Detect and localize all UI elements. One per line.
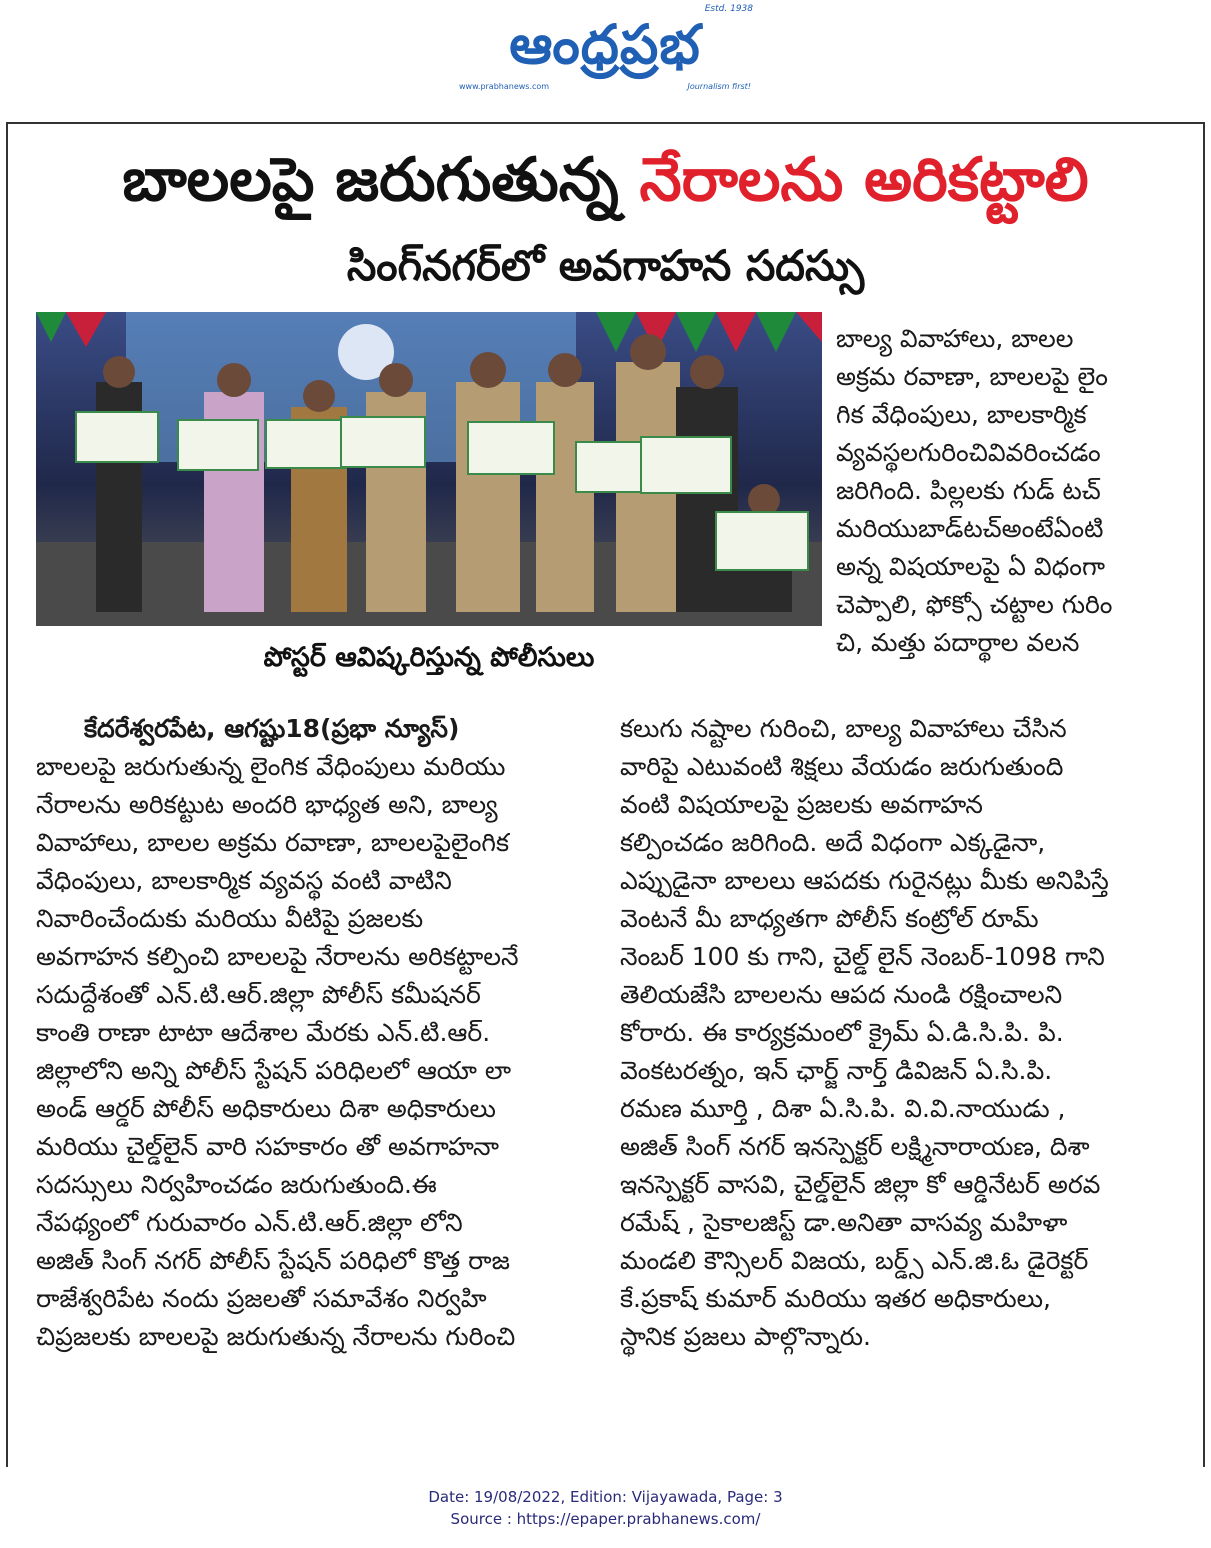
article-line: కే.ప్రకాష్ కుమార్ మరియు ఇతర అధికారులు, (620, 1284, 1051, 1313)
newspaper-name: ఆంధ్రప్రభ (509, 13, 701, 76)
event-photo (36, 312, 822, 626)
article-line: నేరాలను అరికట్టుట అందరి భాధ్యత అని, బాల్య (36, 790, 498, 819)
footer-date: Date: 19/08/2022, Edition: Vijayawada, Page: 3 (428, 1488, 783, 1506)
article-line: వెంకటరత్నం, ఇన్ ఛార్జ్ నార్త్ డివిజన్ ఏ.సి.పి. (620, 1056, 1053, 1085)
estd-label: Estd. 1938 (704, 4, 753, 14)
article-line: అజిత్ సింగ్ నగర్ పోలీస్ స్టేషన్ పరిధిలో కొత్త రాజ (36, 1246, 510, 1275)
article-line: మండలి కౌన్సిలర్ విజయ, బర్డ్స్ ఎన్.జి.ఓ డైరెక్టర్ (620, 1246, 1089, 1275)
article-line: తెలియజేసి బాలలను ఆపద నుండి రక్షించాలని (620, 980, 1063, 1009)
article-line: జరిగింది. పిల్లలకు గుడ్ టచ్ (836, 476, 1101, 505)
footer-source: Source : https://epaper.prabhanews.com/ (450, 1510, 761, 1528)
article-line: వారిపై ఎటువంటి శిక్షలు వేయడం జరుగుతుంది (620, 752, 1064, 781)
article-line: చి, మత్తు పదార్థాల వలన (836, 628, 1080, 657)
article-line: అక్రమ రవాణా, బాలలపై లైం (836, 362, 1108, 391)
article-line: కలుగు నష్టాల గురించి, బాల్య వివాహాలు చేసిన (620, 714, 1067, 743)
article-line: వ్యవస్థలగురించివివరించడం (836, 438, 1101, 467)
article-line: అజిత్ సింగ్ నగర్ ఇనస్పెక్టర్ లక్ష్మినారాయణ, దిశా (620, 1132, 1090, 1161)
article-line: రాజేశ్వరిపేట నందు ప్రజలతో సమావేశం నిర్వహి (36, 1284, 487, 1313)
article-line: మరియుబాడ్‌టచ్అంటేఏంటి (836, 514, 1104, 543)
article-line: అవగాహన కల్పించి బాలలపై నేరాలను అరికట్టాలనే (36, 942, 519, 971)
article-left-column (36, 710, 596, 1356)
article-line: అన్న విషయాలపై ఏ విధంగా (836, 552, 1105, 581)
event-photo-illustration (36, 312, 822, 626)
article-line: రమేష్ , సైకాలజిస్ట్ డా.అనితా వాసవ్య మహిళా (620, 1208, 1068, 1237)
top-rule (6, 122, 1205, 124)
masthead-tagline: Journalism first! (687, 82, 751, 91)
article-right-column (620, 710, 1165, 1356)
right-border (1203, 122, 1205, 1467)
headline (20, 130, 1191, 230)
article-line: చిప్రజలకు బాలలపై జరుగుతున్న నేరాలను గురించి (36, 1322, 516, 1351)
article-line: మరియు చైల్డ్‌లైన్ వారి సహకారం తో అవగాహనా (36, 1132, 500, 1161)
article-line: సదుద్దేశంతో ఎన్.టి.ఆర్.జిల్లా పోలీస్ కమీషనర్ (36, 980, 481, 1009)
article-line: వంటి విషయాలపై ప్రజలకు అవగాహన (620, 790, 983, 819)
photo-caption: పోస్టర్ ఆవిష్కరిస్తున్న పోలీసులు (263, 642, 595, 673)
article-line: అండ్ ఆర్డర్ పోలీస్ అధికారులు దిశా అధికారులు (36, 1094, 496, 1123)
article-line: నివారించేందుకు మరియు వీటిపై ప్రజలకు (36, 904, 424, 933)
article-line: బాలలపై జరుగుతున్న లైంగిక వేధింపులు మరియు (36, 752, 506, 781)
article-line: ఎప్పుడైనా బాలలు ఆపదకు గురైనట్లు మీకు అనిపిస్తే (620, 866, 1109, 895)
article-line: నేపథ్యంలో గురువారం ఎన్.టి.ఆర్.జిల్లా లోని (36, 1208, 463, 1237)
article-line: కల్పించడం జరిగింది. అదే విధంగా ఎక్కడైనా, (620, 828, 1046, 857)
article-line: కోరారు. ఈ కార్యక్రమంలో క్రైమ్ ఏ.డి.సి.పి. పి. (620, 1018, 1064, 1047)
subheadline: సింగ్‌నగర్‌లో అవగాహన సదస్సు (346, 241, 865, 290)
article-line: వేధింపులు, బాలకార్మిక వ్యవస్థ వంటి వాటిని (36, 866, 452, 895)
article-line: నెంబర్ 100 కు గాని, చైల్డ్ లైన్ నెంబర్-1098 గాని (620, 942, 1105, 971)
article-line: గిక వేధింపులు, బాలకార్మిక (836, 400, 1087, 429)
article-line: రమణ మూర్తి , దిశా ఏ.సి.పి. వి.వి.నాయుడు , (620, 1094, 1066, 1123)
article-line: వివాహాలు, బాలల అక్రమ రవాణా, బాలలపైలైంగిక (36, 828, 510, 857)
left-border (6, 122, 8, 1467)
article-right-top (836, 320, 1161, 662)
article-line: జిల్లాలోని అన్ని పోలీస్ స్టేషన్ పరిధిలలో ఆయా లా (36, 1056, 512, 1085)
article-line: వెంటనే మీ బాధ్యతగా పోలీస్ కంట్రోల్ రూమ్ (620, 904, 1039, 933)
article-line: బాల్య వివాహాలు, బాలల (836, 324, 1074, 353)
headline-part-red: నేరాలను అరికట్టాలి (639, 145, 1089, 215)
headline-part-black: బాలలపై జరుగుతున్న (122, 145, 640, 215)
masthead-logo (455, 4, 755, 96)
dateline: కేదరేశ్వరపేట, ఆగష్టు18(ప్రభా న్యూస్) (84, 714, 460, 743)
article-line: కాంతి రాణా టాటా ఆదేశాల మేరకు ఎన్.టి.ఆర్. (36, 1018, 491, 1047)
article-line: సదస్సులు నిర్వహించడం జరుగుతుంది.ఈ (36, 1170, 437, 1199)
article-line: స్థానిక ప్రజలు పాల్గొన్నారు. (620, 1322, 871, 1351)
masthead-url: www.prabhanews.com (459, 82, 550, 91)
article-line: ఇనస్పెక్టర్ వాసవి, చైల్డ్‌లైన్ జిల్లా కో ఆర్డినేటర్ అరవ (620, 1170, 1101, 1199)
article-line: చెప్పాలి, ఫోక్సో చట్టాల గురిం (836, 590, 1113, 619)
